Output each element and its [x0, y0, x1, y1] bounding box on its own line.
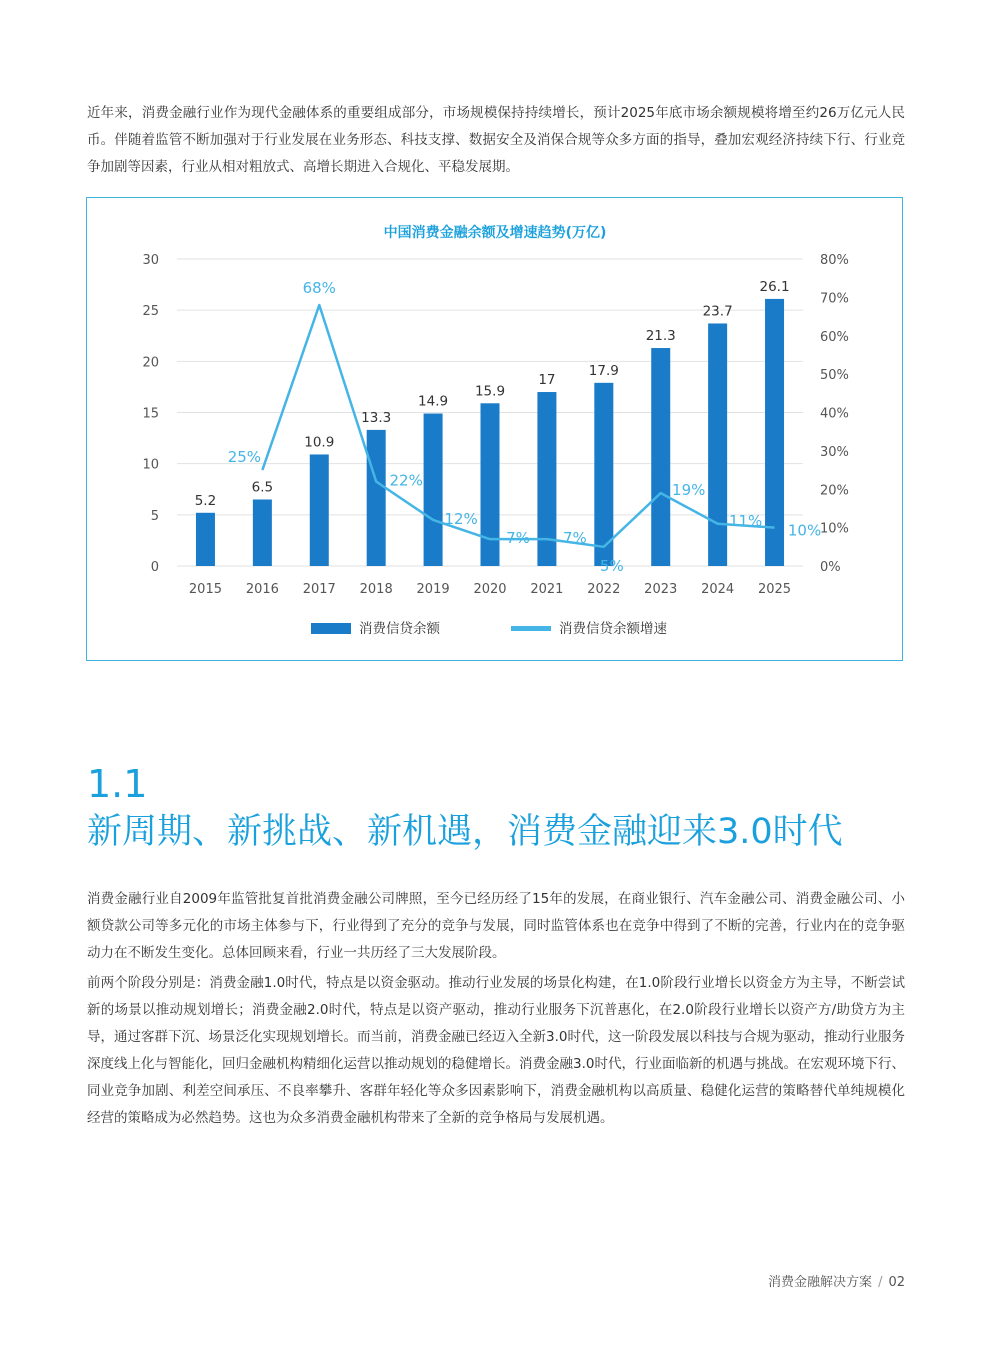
- bar-value-label: 17: [538, 372, 556, 389]
- x-tick-label: 2018: [359, 582, 393, 597]
- bar-value-label: 26.1: [759, 278, 790, 295]
- y-left-tick-label: 15: [142, 406, 159, 422]
- legend-bar-label: 消费信贷余额: [359, 621, 440, 637]
- growth-value-label: 19%: [672, 481, 706, 500]
- y-right-tick-label: 70%: [820, 291, 849, 307]
- growth-value-label: 5%: [599, 556, 624, 575]
- body-paragraph-2: 前两个阶段分别是：消费金融1.0时代，特点是以资金驱动。推动行业发展的场景化构建，在1.0阶段行业增长以资金方为主导，不断尝试新的场景以推动规划增长；消费金融2.0时代，特点是以资产驱动，推动行业服务下沉普惠化，在2.0阶段行业增长以资产方/助贷方为主导，通过客群下沉、场景泛化实现规划增长。而当前，消费金融已经迈入全新3.0时代，这一阶段发展以科技与合规为驱动，推动行业服务深度线上化与智能化，回归金融机构精细化运营以推动规划的稳健增长。消费金融3.0时代，行业面临新的机遇与挑战。在宏观环境下行、同业竞争加剧、利差空间承压、不良率攀升、客群年轻化等众多因素影响下，消费金融机构以高质量、稳健化运营的策略替代单纯规模化经营的策略成为必然趋势。这也为众多消费金融机构带来了全新的竞争格局与发展机遇。: [87, 975, 905, 1126]
- bar: [253, 499, 272, 566]
- x-tick-label: 2015: [188, 582, 223, 597]
- y-left-tick-label: 20: [142, 355, 159, 371]
- bar-value-label: 10.9: [304, 434, 335, 451]
- x-tick-label: 2016: [245, 582, 279, 597]
- bar: [708, 323, 727, 566]
- bar-value-label: 17.9: [588, 362, 619, 379]
- balance-growth-chart: [87, 198, 904, 662]
- y-right-tick-label: 20%: [820, 483, 849, 499]
- footer-doc-title: 消费金融解决方案: [768, 1275, 873, 1290]
- y-left-tick-label: 25: [142, 304, 159, 320]
- footer-page-number: 02: [888, 1275, 905, 1290]
- growth-line: [262, 305, 774, 547]
- bar-value-label: 6.5: [251, 479, 274, 496]
- bar-value-label: 13.3: [361, 409, 392, 426]
- legend-line-label: 消费信贷余额增速: [559, 621, 667, 637]
- legend-line-swatch: [511, 626, 551, 631]
- bar: [651, 348, 670, 566]
- intro-paragraph: 近年来，消费金融行业作为现代金融体系的重要组成部分，市场规模保持持续增长，预计2025年底市场余额规模将增至约26万亿元人民币。伴随着监管不断加强对于行业发展在业务形态、科技支撑、数据安全及消保合规等众多方面的指导，叠加宏观经济持续下行、行业竞争加剧等因素，行业从相对粗放式、高增长期进入合规化、平稳发展期。: [87, 105, 905, 175]
- section-title: 新周期、新挑战、新机遇，消费金融迎来3.0时代: [87, 812, 843, 852]
- y-right-tick-label: 60%: [820, 329, 849, 345]
- section-number: 1.1: [87, 762, 148, 806]
- x-tick-label: 2022: [587, 582, 621, 597]
- x-tick-label: 2020: [473, 582, 507, 597]
- bar-value-label: 5.2: [194, 492, 217, 509]
- body-paragraph-1: 消费金融行业自2009年监管批复首批消费金融公司牌照，至今已经历经了15年的发展，在商业银行、汽车金融公司、消费金融公司、小额贷款公司等多元化的市场主体参与下，行业得到了充分的竞争与发展，同时监管体系也在竞争中得到了不断的完善，行业内在的竞争驱动力在不断发生变化。总体回顾来看，行业一共历经了三大发展阶段。: [87, 891, 905, 961]
- x-tick-label: 2025: [757, 582, 792, 597]
- growth-value-label: 7%: [563, 529, 587, 548]
- bar: [481, 403, 500, 566]
- y-right-tick-label: 10%: [820, 521, 849, 537]
- bar-value-label: 23.7: [702, 303, 733, 320]
- chart-title: 中国消费金融余额及增速趋势(万亿): [383, 225, 607, 241]
- y-right-tick-label: 80%: [820, 253, 849, 268]
- bar-value-label: 14.9: [418, 393, 449, 410]
- x-tick-label: 2019: [416, 582, 450, 597]
- x-tick-label: 2017: [302, 582, 336, 597]
- y-left-tick-label: 10: [142, 457, 159, 473]
- bar: [367, 430, 386, 566]
- x-tick-label: 2024: [701, 582, 735, 597]
- page-footer: [768, 1271, 905, 1290]
- legend-bar-swatch: [311, 623, 351, 634]
- bar-value-label: 15.9: [474, 383, 506, 400]
- y-left-tick-label: 30: [142, 253, 159, 268]
- y-left-tick-label: 0: [150, 560, 159, 575]
- bar: [594, 383, 613, 566]
- y-right-tick-label: 0%: [820, 560, 841, 575]
- y-right-tick-label: 40%: [820, 406, 849, 422]
- bar: [424, 414, 443, 566]
- y-right-tick-label: 30%: [820, 444, 849, 460]
- x-tick-label: 2021: [530, 582, 564, 597]
- x-tick-label: 2023: [644, 582, 678, 597]
- bar: [196, 513, 215, 566]
- growth-value-label: 7%: [506, 529, 530, 548]
- growth-value-label: 11%: [728, 511, 763, 530]
- bar-value-label: 21.3: [645, 328, 676, 345]
- growth-value-label: 12%: [444, 509, 478, 528]
- y-right-tick-label: 50%: [820, 368, 849, 384]
- growth-value-label: 25%: [227, 448, 262, 467]
- y-left-tick-label: 5: [150, 508, 159, 524]
- growth-value-label: 22%: [389, 471, 423, 490]
- bar: [310, 454, 329, 566]
- chart-container: [86, 197, 903, 661]
- growth-value-label: 68%: [302, 279, 336, 298]
- footer-separator: /: [878, 1275, 883, 1290]
- growth-value-label: 10%: [787, 521, 822, 540]
